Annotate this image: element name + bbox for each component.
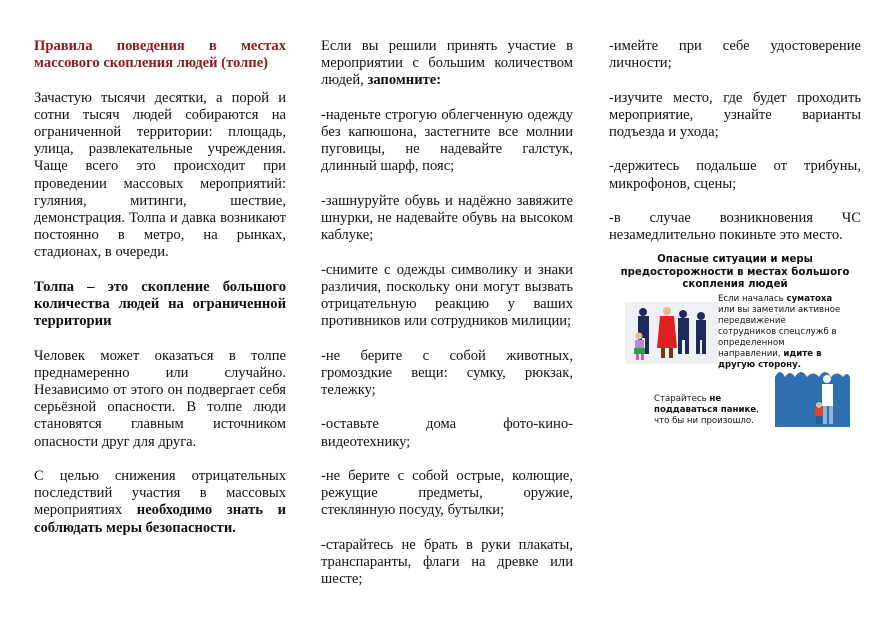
- rule-item: -не берите с собой острые, колющие, режущие предметы, оружие, стеклянную посуду, бутылки;: [321, 467, 573, 519]
- people-walking-image: [625, 302, 718, 364]
- column-2: [321, 38, 573, 606]
- rules-intro-text: Если вы решили принять участие в мероприятии с большим количеством людей,: [321, 38, 573, 89]
- safety-paragraph: [34, 468, 286, 537]
- rule-item: -оставьте дома фото-кино-видеотехнику;: [321, 416, 573, 450]
- safety-bold: необходимо знать и соблюдать меры безопасности.: [34, 502, 286, 536]
- rule-item: -держитесь подальше от трибуны, микрофонов, сцены;: [609, 158, 861, 192]
- rule-item: -зашнуруйте обувь и надёжно завяжите шнурки, не надевайте обувь на высоком каблуке;: [321, 192, 573, 244]
- safety-illustration: [610, 252, 860, 432]
- column-3: [609, 38, 861, 262]
- rule-item: -старайтесь не брать в руки плакаты, транспаранты, флаги на древке или шесте;: [321, 536, 573, 588]
- document-title: Правила поведения в местах массового скопления людей (толпе): [34, 38, 286, 72]
- advice-bold: идите в другую сторону.: [718, 349, 822, 370]
- remember-label: запомните:: [367, 72, 442, 89]
- rules-intro: [321, 38, 573, 90]
- advice-bold: не поддаваться панике: [654, 394, 757, 415]
- rule-item: -имейте при себе удостоверение личности;: [609, 38, 861, 72]
- advice-bold: суматоха: [786, 294, 833, 304]
- rule-item: -изучите место, где будет проходить мероприятие, узнайте варианты подъезда и ухода;: [609, 89, 861, 140]
- column-1: [34, 38, 286, 554]
- advice-text: или вы заметили активное передвижение сотрудников спецслужб в определенном направлении,: [718, 305, 841, 359]
- intro-paragraph: Зачастую тысячи десятки, а порой и сотни тысяч людей собираются на ограниченной территории: площадь, улица, развлекательные учреждения. Чаще всего это происходит при проведении массовых мероприятий: гуляния, митинги, шествие, демонстрация. Толпа и давка возникают постоянно в метро, на рынках, стадионах, в очереди.: [34, 89, 286, 261]
- safety-text: С целью снижения отрицательных последствий участия в массовых мероприятиях: [34, 468, 286, 519]
- rule-item: -наденьте строгую облегченную одежду без капюшона, застегните все молнии пуговицы, не надевайте галстук, длинный шарф, пояс;: [321, 106, 573, 175]
- rule-item: -не берите с собой животных, громоздкие вещи: сумку, рюкзак, тележку;: [321, 347, 573, 398]
- bustle-advice: [718, 294, 843, 371]
- rule-item: -в случае возникновения ЧС незамедлительно покиньте это место.: [609, 209, 861, 244]
- crowd-image: [775, 367, 850, 427]
- crowd-definition: Толпа – это скопление большого количества людей на ограниченной территории: [34, 278, 286, 330]
- figure-title: Опасные ситуации и меры предосторожности в местах большого скопления людей: [620, 254, 850, 290]
- panic-advice: [654, 394, 764, 427]
- advice-text: Старайтесь: [654, 394, 710, 404]
- advice-text: Если началась: [718, 294, 787, 304]
- danger-paragraph: Человек может оказаться в толпе преднамеренно или случайно. Независимо от этого он подвергает себя серьёзной опасности. В толпе люди становятся главным источником опасности друг для друга.: [34, 347, 286, 450]
- advice-text: , что бы ни произошло.: [654, 405, 759, 426]
- rule-item: -снимите с одежды символику и знаки различия, поскольку они могут вызвать отрицательную реакцию у ваших противников или сотрудников милиции;: [321, 261, 573, 330]
